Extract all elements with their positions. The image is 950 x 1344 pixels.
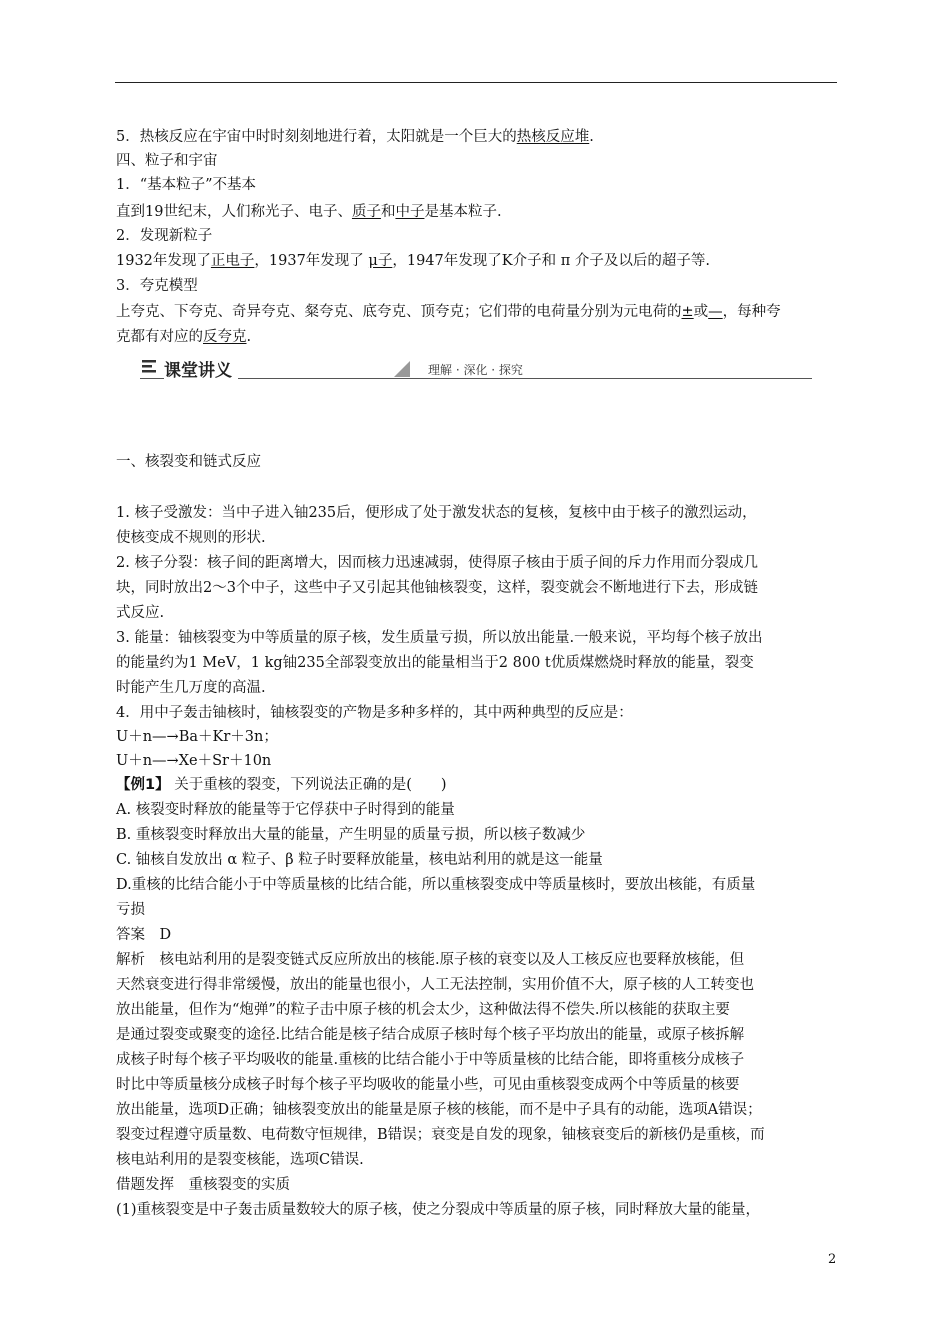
example-question: 【例1】 关于重核的裂变，下列说法正确的是( ): [116, 777, 447, 793]
explanation-line-1: 解析 核电站利用的是裂变链式反应所放出的核能.原子核的衰变以及人工核反应也要释放核能，但: [116, 952, 745, 968]
option-d-line-2: 亏损: [116, 902, 145, 918]
point-3-line-2: 的能量约为1 MeV，1 kg铀235全部裂变放出的能量相当于2 800 t优质煤燃烧时释放的能量，裂变: [116, 655, 754, 671]
example-label: 【例1】: [116, 777, 170, 793]
answer: 答案 D: [116, 927, 172, 943]
explanation-line-8: 裂变过程遵守质量数、电荷数守恒规律，B错误；衰变是自发的现象，铀核衰变后的新核仍是重核，而: [116, 1127, 765, 1143]
point-2-line-1: 2. 核子分裂：核子间的距离增大，因而核力迅速减弱，使得原子核由于质子间的斥力作用而分裂成几: [116, 555, 758, 571]
tip-line-1: (1)重核裂变是中子轰击质量数较大的原子核，使之分裂成中等质量的原子核，同时释放大量的能量，: [116, 1202, 761, 1218]
explanation-line-2: 天然衰变进行得非常缓慢，放出的能量也很小，人工无法控制，实用价值不大，原子核的人工转变也: [116, 977, 754, 993]
option-b: B. 重核裂变时释放出大量的能量，产生明显的质量亏损，所以核子数减少: [116, 827, 586, 843]
subheading-new-particles: 2．发现新粒子: [116, 228, 213, 244]
point-2-line-3: 式反应.: [116, 605, 165, 621]
option-c: C. 铀核自发放出 α 粒子、β 粒子时要释放能量，核电站利用的就是这一能量: [116, 852, 603, 868]
heading-particles-universe: 四、粒子和宇宙: [116, 153, 218, 169]
banner-corner-icon: [394, 361, 410, 377]
quark-text-2: 克都有对应的反夸克.: [116, 329, 252, 345]
explanation-line-5: 成核子时每个核子平均吸收的能量.重核的比结合能小于中等质量核的比结合能，即将重核分成核子: [116, 1052, 745, 1068]
banner-title: 课堂讲义: [164, 356, 238, 381]
reaction-equation-1: U＋n—→Ba＋Kr＋3n；: [116, 729, 278, 745]
quark-text-1: 上夸克、下夸克、奇异夸克、粲夸克、底夸克、顶夸克；它们带的电荷量分别为元电荷的±或—，每种夸: [116, 304, 781, 320]
explanation-line-9: 核电站利用的是裂变核能，选项C错误.: [116, 1152, 364, 1168]
new-particles-text: 1932年发现了正电子，1937年发现了 μ子，1947年发现了K介子和 π 介子及以后的超子等.: [116, 253, 710, 269]
point-3-line-3: 时能产生几万度的高温.: [116, 680, 266, 696]
banner-subtitle: 理解 · 深化 · 探究: [424, 361, 527, 378]
tip-title: 借题发挥 重核裂变的实质: [116, 1177, 290, 1193]
point-2-line-2: 块，同时放出2～3个中子，这些中子又引起其他铀核裂变，这样，裂变就会不断地进行下去，形成链: [116, 580, 758, 596]
subheading-quark-model: 3．夸克模型: [116, 278, 198, 294]
banner-underline: [140, 378, 812, 379]
reaction-equation-2: U＋n—→Xe＋Sr＋10n: [116, 753, 272, 769]
point-1-line-2: 使核变成不规则的形状.: [116, 530, 266, 546]
fact-5: 5．热核反应在宇宙中时时刻刻地进行着，太阳就是一个巨大的热核反应堆.: [116, 129, 594, 145]
section-heading: 一、核裂变和链式反应: [116, 454, 261, 470]
option-a: A. 核裂变时释放的能量等于它俘获中子时得到的能量: [116, 802, 455, 818]
point-1-line-1: 1. 核子受激发：当中子进入铀235后，便形成了处于激发状态的复核，复核中由于核子的激烈运动，: [116, 505, 757, 521]
point-4: 4．用中子轰击铀核时，铀核裂变的产物是多种多样的，其中两种典型的反应是：: [116, 705, 633, 721]
explanation-line-6: 时比中等质量核分成核子时每个核子平均吸收的能量小些，可见由重核裂变成两个中等质量的核要: [116, 1077, 740, 1093]
explanation-line-4: 是通过裂变或聚变的途径.比结合能是核子结合成原子核时每个核子平均放出的能量，或原子核拆解: [116, 1027, 745, 1043]
header-rule: [115, 82, 837, 83]
section-banner: [140, 355, 812, 381]
subheading-basic-particles: 1．“基本粒子”不基本: [116, 177, 257, 193]
basic-particles-text: 直到19世纪末，人们称光子、电子、质子和中子是基本粒子.: [116, 204, 502, 220]
option-d-line-1: D.重核的比结合能小于中等质量核的比结合能，所以重核裂变成中等质量核时，要放出核能，有质量: [116, 877, 756, 893]
explanation-line-7: 放出能量，选项D正确；铀核裂变放出的能量是原子核的核能，而不是中子具有的动能，选项A错误；: [116, 1102, 762, 1118]
explanation-line-3: 放出能量，但作为“炮弹”的粒子击中原子核的机会太少，这种做法得不偿失.所以核能的获取主要: [116, 1002, 730, 1018]
page-number: 2: [828, 1252, 837, 1267]
point-3-line-1: 3. 能量：铀核裂变为中等质量的原子核，发生质量亏损，所以放出能量.一般来说，平均每个核子放出: [116, 630, 763, 646]
stripes-icon: [140, 359, 160, 375]
